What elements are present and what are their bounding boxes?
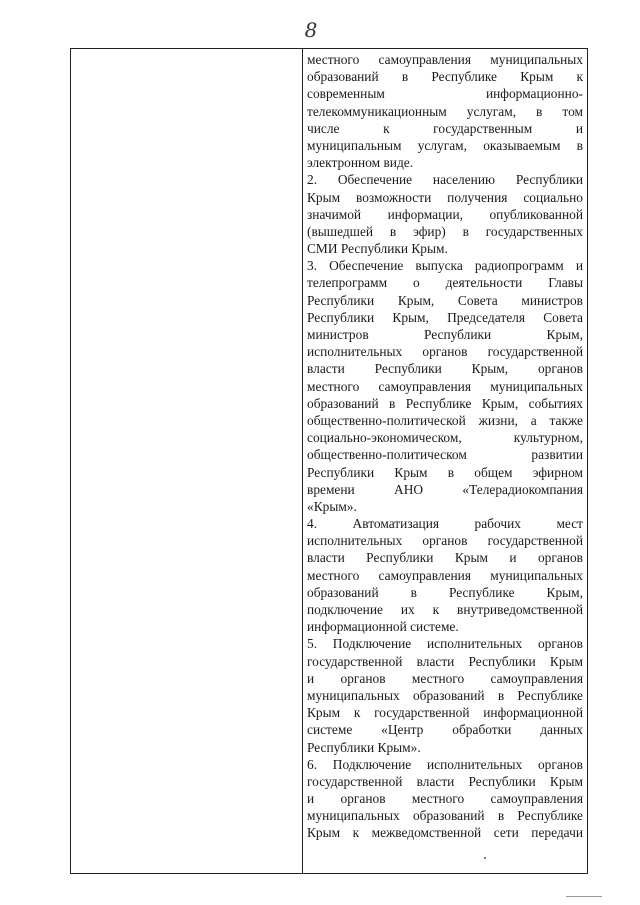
table-right-cell	[307, 51, 583, 842]
text-line: современным информационно-	[307, 86, 583, 102]
text-line: 6. Подключение исполнительных органов	[307, 756, 583, 772]
text-line: 3. Обеспечение выпуска радиопрограмм и	[307, 258, 583, 274]
text-line: образований в Республике Крым к	[307, 69, 583, 85]
text-line: муниципальных образований в Республике	[307, 808, 583, 824]
text-line: и органов местного самоуправления	[307, 670, 583, 686]
text-line: и органов местного самоуправления	[307, 791, 583, 807]
text-line: числе к государственным и	[307, 120, 583, 136]
text-line: телепрограмм о деятельности Главы	[307, 275, 583, 291]
text-line: системе «Центр обработки данных	[307, 722, 583, 738]
page-number: 8	[304, 18, 318, 42]
table-left-cell	[71, 49, 302, 873]
text-line: образований в Республике Крым,	[307, 584, 583, 600]
text-line: 5. Подключение исполнительных органов	[307, 636, 583, 652]
text-line: Республики Крым, Совета министров	[307, 292, 583, 308]
footer-rule	[566, 896, 602, 897]
text-line: общественно-политической жизни, а также	[307, 412, 583, 428]
text-line: 4. Автоматизация рабочих мест	[307, 516, 583, 532]
text-line: времени АНО «Телерадиокомпания	[307, 481, 583, 497]
text-line: государственной власти Республики Крым	[307, 653, 583, 669]
text-line: общественно-политическом развитии	[307, 447, 583, 463]
text-line: образований в Республике Крым, событиях	[307, 395, 583, 411]
text-line: местного самоуправления муниципальных	[307, 52, 583, 67]
text-line: телекоммуникационным услугам, в том	[307, 103, 583, 119]
scan-speck	[484, 857, 486, 859]
column-divider	[302, 49, 303, 873]
text-line: значимой информации, опубликованной	[307, 206, 583, 222]
text-line: Республики Крым в общем эфирном	[307, 464, 583, 480]
text-line: подключение их к внутриведомственной	[307, 602, 583, 617]
text-line: местного самоуправления муниципальных	[307, 378, 583, 394]
text-line: электронном виде.	[307, 155, 414, 171]
text-line: муниципальным услугам, оказываемым в	[307, 137, 583, 153]
text-line: исполнительных органов государственной	[307, 533, 583, 549]
text-line: (вышедшей в эфир) в государственных	[307, 223, 583, 239]
text-line: информационной системе.	[307, 619, 459, 635]
text-line: СМИ Республики Крым.	[307, 241, 448, 257]
text-line: власти Республики Крым и органов	[307, 550, 583, 566]
text-line: местного самоуправления муниципальных	[307, 567, 583, 583]
text-line: Крым к межведомственной сети передачи	[307, 825, 583, 841]
text-line: исполнительных органов государственной	[307, 344, 583, 360]
text-line: «Крым».	[307, 498, 357, 514]
text-line: Республики Крым, Председателя Совета	[307, 309, 583, 325]
text-line: министров Республики Крым,	[307, 327, 583, 342]
text-line: государственной власти Республики Крым	[307, 773, 583, 789]
text-line: 2. Обеспечение населению Республики	[307, 172, 583, 188]
document-table	[70, 48, 588, 874]
text-line: социально-экономическом, культурном,	[307, 430, 583, 446]
text-line: Крым к государственной информационной	[307, 705, 583, 721]
text-line: Крым возможности получения социально	[307, 189, 583, 205]
text-line: Республики Крым».	[307, 739, 421, 755]
text-line: муниципальных образований в Республике	[307, 687, 583, 703]
right-cell-text	[307, 51, 583, 842]
text-line: власти Республики Крым, органов	[307, 361, 583, 377]
